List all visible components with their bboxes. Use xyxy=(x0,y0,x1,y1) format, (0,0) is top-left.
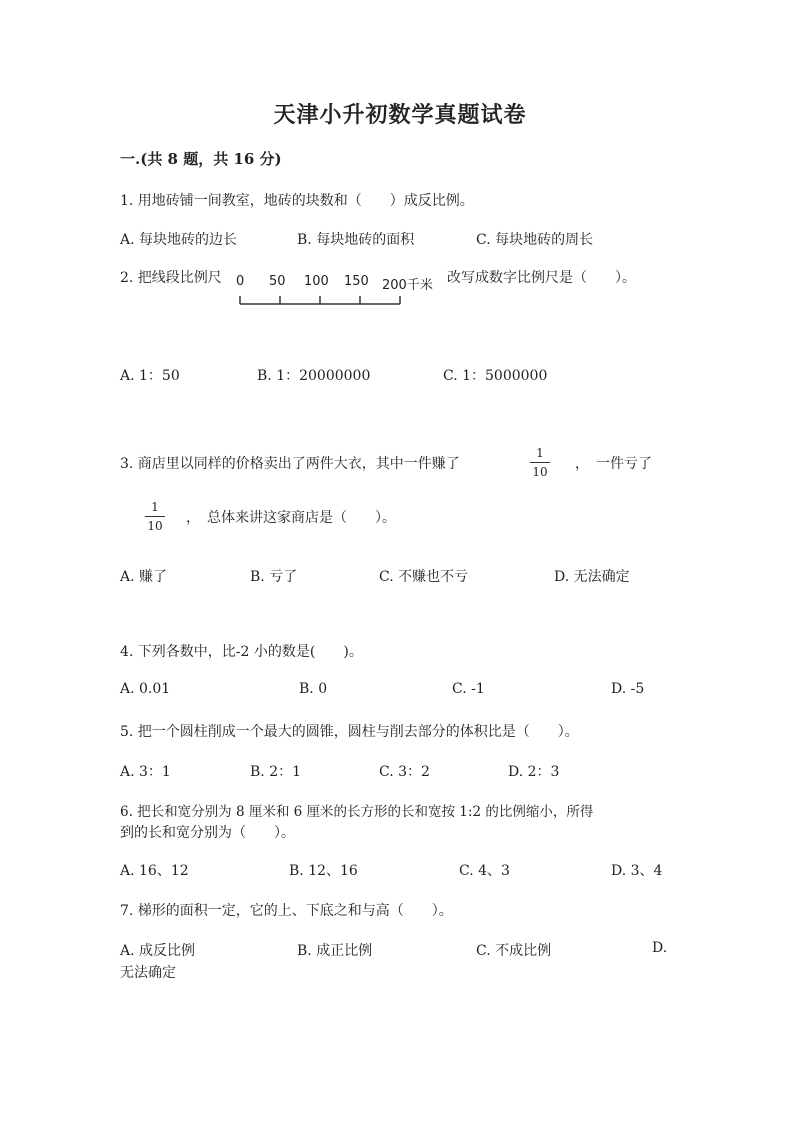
fraction-one-tenth-2 xyxy=(142,500,168,533)
question-1: 1. 用地砖铺一间教室，地砖的块数和（ ）成反比例。 xyxy=(120,193,474,209)
section-heading: 一.(共 8 题，共 16 分) xyxy=(120,150,282,168)
question-6-line1: 6. 把长和宽分别为 8 厘米和 6 厘米的长方形的长和宽按 1:2 的比例缩小，所得 xyxy=(120,804,594,820)
q5-option-c: C. 3：2 xyxy=(379,764,430,780)
question-3-part2: ， 一件亏了 xyxy=(575,456,652,472)
q6-option-a: A. 16、12 xyxy=(120,863,189,879)
q5-option-b: B. 2：1 xyxy=(250,764,302,780)
question-2-prefix: 2. 把线段比例尺 xyxy=(120,270,222,286)
question-3-part3: ， 总体来讲这家商店是（ ）。 xyxy=(186,510,396,526)
q4-option-b: B. 0 xyxy=(299,681,328,697)
scale-label-200km: 200千米 xyxy=(382,278,433,293)
q7-option-a: A. 成反比例 xyxy=(120,943,196,959)
scale-label-50: 50 xyxy=(269,274,286,289)
q5-option-a: A. 3：1 xyxy=(120,764,171,780)
q6-option-b: B. 12、16 xyxy=(289,863,358,879)
fraction-one-tenth xyxy=(527,446,553,479)
q1-option-b: B. 每块地砖的面积 xyxy=(297,232,415,248)
fraction-numerator: 1 xyxy=(151,500,159,514)
q1-option-c: C. 每块地砖的周长 xyxy=(476,232,594,248)
scale-label-100: 100 xyxy=(304,274,329,289)
fraction-denominator: 10 xyxy=(532,465,548,479)
scale-ruler xyxy=(234,270,444,310)
fraction-numerator: 1 xyxy=(536,446,544,460)
fraction-denominator: 10 xyxy=(147,519,163,533)
page-title: 天津小升初数学真题试卷 xyxy=(273,102,527,128)
question-2-suffix: 改写成数字比例尺是（ ）。 xyxy=(447,270,636,286)
q2-option-c: C. 1：5000000 xyxy=(443,368,548,384)
scale-label-0: 0 xyxy=(236,274,245,289)
q1-option-a: A. 每块地砖的边长 xyxy=(120,232,238,248)
q2-option-b: B. 1：20000000 xyxy=(257,368,371,384)
question-6-line2: 到的长和宽分别为（ ）。 xyxy=(120,825,295,841)
q6-option-d: D. 3、4 xyxy=(611,863,663,879)
question-4: 4. 下列各数中，比-2 小的数是( )。 xyxy=(120,644,363,660)
q3-option-b: B. 亏了 xyxy=(250,569,298,585)
scale-label-150: 150 xyxy=(344,274,369,289)
q3-option-a: A. 赚了 xyxy=(120,569,168,585)
q2-option-a: A. 1：50 xyxy=(120,368,180,384)
question-7: 7. 梯形的面积一定，它的上、下底之和与高（ ）。 xyxy=(120,903,453,919)
q5-option-d: D. 2：3 xyxy=(508,764,560,780)
q4-option-c: C. -1 xyxy=(452,681,485,697)
q7-option-c: C. 不成比例 xyxy=(476,943,552,959)
q4-option-d: D. -5 xyxy=(611,681,645,697)
q7-option-d-text: 无法确定 xyxy=(120,965,176,981)
line-segment-scale xyxy=(234,270,444,310)
q3-option-d: D. 无法确定 xyxy=(554,569,630,585)
q7-option-d: D. xyxy=(652,940,668,956)
q6-option-c: C. 4、3 xyxy=(459,863,510,879)
q4-option-a: A. 0.01 xyxy=(120,681,171,697)
q7-option-b: B. 成正比例 xyxy=(297,943,373,959)
question-3-part1: 3. 商店里以同样的价格卖出了两件大衣，其中一件赚了 xyxy=(120,456,460,472)
question-5: 5. 把一个圆柱削成一个最大的圆锥，圆柱与削去部分的体积比是（ ）。 xyxy=(120,724,579,740)
q3-option-c: C. 不赚也不亏 xyxy=(379,569,469,585)
